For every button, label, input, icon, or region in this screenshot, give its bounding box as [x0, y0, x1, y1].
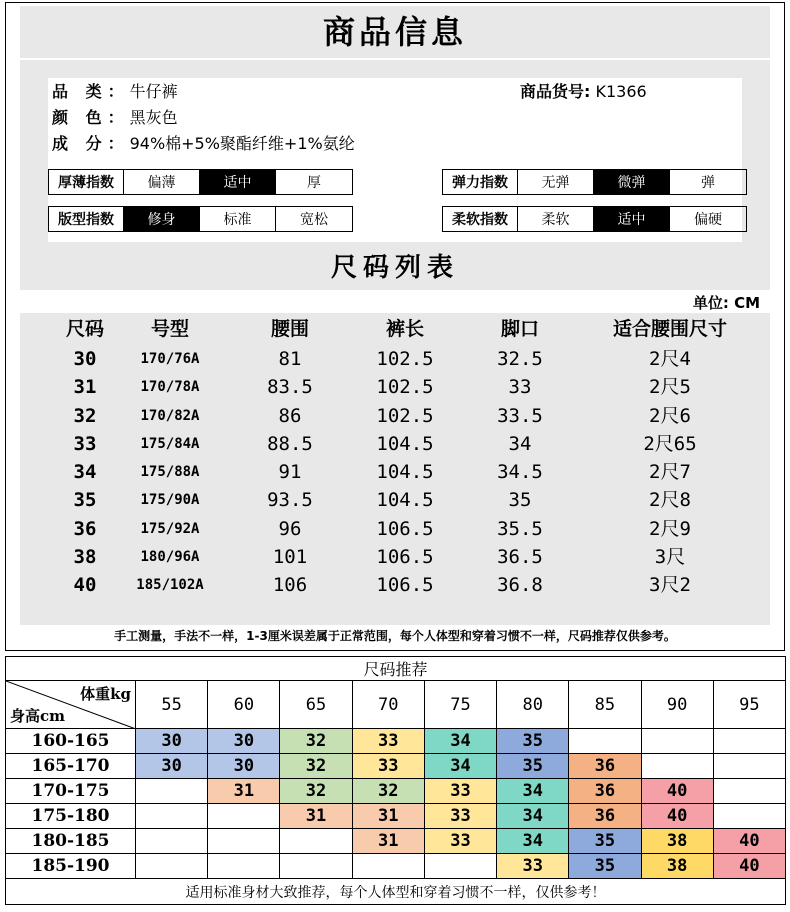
category-value: 牛仔裤 [129, 82, 178, 101]
recommended-size-cell [424, 854, 496, 879]
recommended-size-cell: 34 [424, 754, 496, 779]
fit-waist-cell: 2尺4 [649, 348, 691, 370]
color-row [52, 106, 178, 130]
recommendation-row [6, 754, 786, 779]
recommended-size-cell [280, 854, 352, 879]
length-cell: 106.5 [376, 574, 434, 597]
recommendation-row [6, 829, 786, 854]
recommended-size-cell: 38 [641, 854, 713, 879]
weight-axis-label: 体重kg [80, 685, 131, 703]
recommendation-row [6, 854, 786, 879]
length-cell: 102.5 [376, 348, 434, 370]
waist-cell: 93.5 [267, 489, 313, 512]
recommended-size-cell: 40 [641, 804, 713, 829]
scale-label: 柔软指数 [443, 207, 518, 231]
recommended-size-cell: 33 [497, 854, 569, 879]
fit-waist-cell: 2尺5 [649, 376, 691, 399]
scale-option: 厚 [307, 175, 321, 191]
recommended-size-cell: 36 [569, 754, 641, 779]
hem-cell: 35.5 [497, 517, 543, 540]
length-cell: 104.5 [376, 461, 434, 484]
size-cell: 30 [73, 348, 97, 370]
weight-header: 70 [352, 681, 424, 729]
category-row [52, 80, 178, 104]
recommended-size-cell [713, 779, 785, 804]
size-table-row [20, 458, 770, 486]
size-table-row [20, 543, 770, 571]
height-range: 170-175 [6, 779, 136, 804]
size-table-row [20, 402, 770, 430]
item-number-label: 商品货号: [520, 82, 591, 101]
recommended-size-cell: 40 [641, 779, 713, 804]
size-table-row [20, 373, 770, 401]
recommended-size-cell: 31 [352, 829, 424, 854]
size-table-header [20, 313, 770, 345]
waist-cell: 101 [272, 546, 308, 569]
hem-cell: 34.5 [497, 461, 543, 484]
recommended-size-cell: 35 [497, 754, 569, 779]
length-cell: 106.5 [376, 546, 434, 569]
length-cell: 104.5 [376, 432, 434, 455]
waist-cell: 106 [272, 574, 308, 597]
page-title: 商品信息 [20, 6, 770, 58]
recommended-size-cell: 34 [497, 779, 569, 804]
weight-header: 55 [136, 681, 208, 729]
waist-cell: 96 [278, 517, 302, 540]
scale-option-selected: 微弹 [594, 170, 670, 194]
size-table-row [20, 430, 770, 458]
recommended-size-cell: 31 [352, 804, 424, 829]
size-table-row [20, 571, 770, 599]
recommended-size-cell: 32 [352, 779, 424, 804]
weight-header: 75 [424, 681, 496, 729]
scale-label: 厚薄指数 [49, 170, 124, 194]
header-hem: 脚口 [500, 318, 539, 340]
hem-cell: 33 [508, 376, 532, 399]
model-cell: 175/90A [140, 492, 200, 509]
scale-option: 宽松 [300, 212, 328, 228]
size-table-row [20, 515, 770, 543]
header-size: 尺码 [65, 318, 104, 340]
weight-header: 65 [280, 681, 352, 729]
item-number [520, 80, 647, 104]
hem-cell: 36.5 [497, 546, 543, 569]
recommended-size-cell: 33 [352, 754, 424, 779]
recommended-size-cell: 34 [497, 804, 569, 829]
color-value: 黑灰色 [129, 108, 178, 127]
hem-cell: 32.5 [497, 348, 543, 370]
recommended-size-cell: 35 [569, 829, 641, 854]
height-range: 180-185 [6, 829, 136, 854]
measurement-note: 手工测量，手法不一样，1-3厘米误差属于正常范围，每个人体型和穿着习惯不一样，尺码推荐仅供参考。 [114, 629, 676, 643]
size-cell: 32 [73, 404, 97, 427]
height-range: 175-180 [6, 804, 136, 829]
recommendation-row [6, 729, 786, 754]
waist-cell: 88.5 [267, 432, 313, 455]
recommended-size-cell: 32 [280, 729, 352, 754]
composition-value: 94%棉+5%聚酯纤维+1%氨纶 [129, 134, 355, 153]
recommended-size-cell: 36 [569, 804, 641, 829]
size-cell: 40 [73, 574, 97, 597]
fit-waist-cell: 2尺8 [649, 489, 691, 512]
waist-cell: 86 [278, 404, 302, 427]
recommended-size-cell [713, 754, 785, 779]
header-model: 号型 [150, 318, 189, 340]
model-cell: 175/92A [140, 520, 200, 537]
scale-label: 弹力指数 [443, 170, 518, 194]
recommended-size-cell [208, 804, 280, 829]
recommended-size-cell: 40 [713, 854, 785, 879]
hem-cell: 34 [508, 432, 532, 455]
size-cell: 38 [73, 546, 97, 569]
recommendation-row [6, 779, 786, 804]
size-cell: 33 [73, 432, 97, 455]
weight-header: 80 [497, 681, 569, 729]
model-cell: 175/88A [140, 464, 200, 481]
item-number-value: K1366 [595, 82, 647, 101]
scale-option-selected: 适中 [200, 170, 276, 194]
header-length: 裤长 [385, 318, 424, 340]
elasticity-scale [442, 169, 747, 195]
size-cell: 34 [73, 461, 97, 484]
size-cell: 35 [73, 489, 97, 512]
recommended-size-cell: 33 [424, 804, 496, 829]
size-table-row [20, 486, 770, 514]
recommended-size-cell [136, 854, 208, 879]
scale-option: 偏薄 [124, 170, 200, 194]
recommended-size-cell [641, 754, 713, 779]
recommended-size-cell: 35 [497, 729, 569, 754]
weight-header: 60 [208, 681, 280, 729]
recommended-size-cell [208, 854, 280, 879]
recommended-size-cell [280, 829, 352, 854]
fit-waist-cell: 2尺7 [649, 461, 691, 484]
fit-waist-cell: 2尺9 [649, 517, 691, 540]
unit-label: 单位: CM [692, 294, 760, 312]
waist-cell: 91 [278, 461, 302, 484]
color-label: 颜 色： [52, 108, 130, 127]
hem-cell: 35 [508, 489, 532, 512]
scale-label: 版型指数 [49, 207, 124, 231]
recommended-size-cell: 31 [208, 779, 280, 804]
model-cell: 170/76A [140, 351, 200, 367]
size-table-row [20, 345, 770, 373]
height-axis-label: 身高cm [10, 707, 66, 725]
waist-cell: 83.5 [267, 376, 313, 399]
weight-header: 95 [713, 681, 785, 729]
recommended-size-cell: 30 [136, 729, 208, 754]
fit-waist-cell: 2尺6 [649, 404, 691, 427]
height-range: 160-165 [6, 729, 136, 754]
scale-option: 标准 [200, 207, 276, 231]
length-cell: 104.5 [376, 489, 434, 512]
recommended-size-cell: 34 [497, 829, 569, 854]
recommended-size-cell: 30 [208, 754, 280, 779]
recommended-size-cell: 34 [424, 729, 496, 754]
header-fit-waist: 适合腰围尺寸 [612, 318, 727, 340]
hem-cell: 33.5 [497, 404, 543, 427]
size-recommendation-table [5, 656, 786, 905]
recommended-size-cell: 33 [424, 829, 496, 854]
length-cell: 102.5 [376, 376, 434, 399]
model-cell: 170/82A [140, 407, 200, 424]
size-cell: 36 [73, 517, 97, 540]
recommended-size-cell: 33 [352, 729, 424, 754]
length-cell: 106.5 [376, 517, 434, 540]
recommended-size-cell [136, 804, 208, 829]
recommended-size-cell [569, 729, 641, 754]
category-label: 品 类： [52, 82, 130, 101]
recommendation-row [6, 804, 786, 829]
size-table-title: 尺码列表 [20, 246, 770, 290]
recommendation-title: 尺码推荐 [6, 657, 786, 681]
recommended-size-cell: 40 [713, 829, 785, 854]
softness-scale [442, 206, 747, 232]
recommended-size-cell [641, 729, 713, 754]
waist-cell: 81 [278, 348, 302, 370]
size-table-body [20, 345, 770, 625]
recommended-size-cell: 30 [136, 754, 208, 779]
composition-label: 成 分： [52, 134, 130, 153]
scale-option: 偏硬 [694, 212, 722, 228]
fit-scale [48, 206, 353, 232]
model-cell: 180/96A [140, 549, 200, 566]
recommended-size-cell [713, 729, 785, 754]
recommended-size-cell: 35 [569, 854, 641, 879]
recommended-size-cell: 33 [424, 779, 496, 804]
recommended-size-cell: 32 [280, 779, 352, 804]
recommended-size-cell [208, 829, 280, 854]
recommended-size-cell [136, 829, 208, 854]
recommended-size-cell: 36 [569, 779, 641, 804]
weight-header: 85 [569, 681, 641, 729]
scale-option: 柔软 [518, 207, 594, 231]
model-cell: 170/78A [140, 379, 200, 396]
recommended-size-cell: 30 [208, 729, 280, 754]
recommended-size-cell: 31 [280, 804, 352, 829]
hem-cell: 36.8 [497, 574, 543, 597]
recommended-size-cell [713, 804, 785, 829]
height-range: 165-170 [6, 754, 136, 779]
fit-waist-cell: 3尺2 [649, 574, 691, 597]
composition-row [52, 132, 355, 156]
model-cell: 185/102A [136, 577, 204, 594]
size-table-footer-band [20, 598, 770, 624]
length-cell: 102.5 [376, 404, 434, 427]
size-cell: 31 [73, 376, 97, 399]
fit-waist-cell: 3尺 [654, 546, 686, 569]
recommended-size-cell: 38 [641, 829, 713, 854]
recommended-size-cell [136, 779, 208, 804]
scale-option: 无弹 [518, 170, 594, 194]
recommendation-note: 适用标准身材大致推荐，每个人体型和穿着习惯不一样，仅供参考！ [6, 879, 786, 905]
fit-waist-cell: 2尺65 [643, 432, 697, 455]
scale-option-selected: 修身 [124, 207, 200, 231]
height-range: 185-190 [6, 854, 136, 879]
recommended-size-cell [352, 854, 424, 879]
thickness-scale [48, 169, 353, 195]
scale-option: 弹 [701, 175, 715, 191]
scale-option-selected: 适中 [594, 207, 670, 231]
weight-header: 90 [641, 681, 713, 729]
diagonal-header-cell [6, 681, 136, 729]
header-waist: 腰围 [270, 318, 309, 340]
model-cell: 175/84A [140, 435, 200, 452]
recommended-size-cell: 32 [280, 754, 352, 779]
